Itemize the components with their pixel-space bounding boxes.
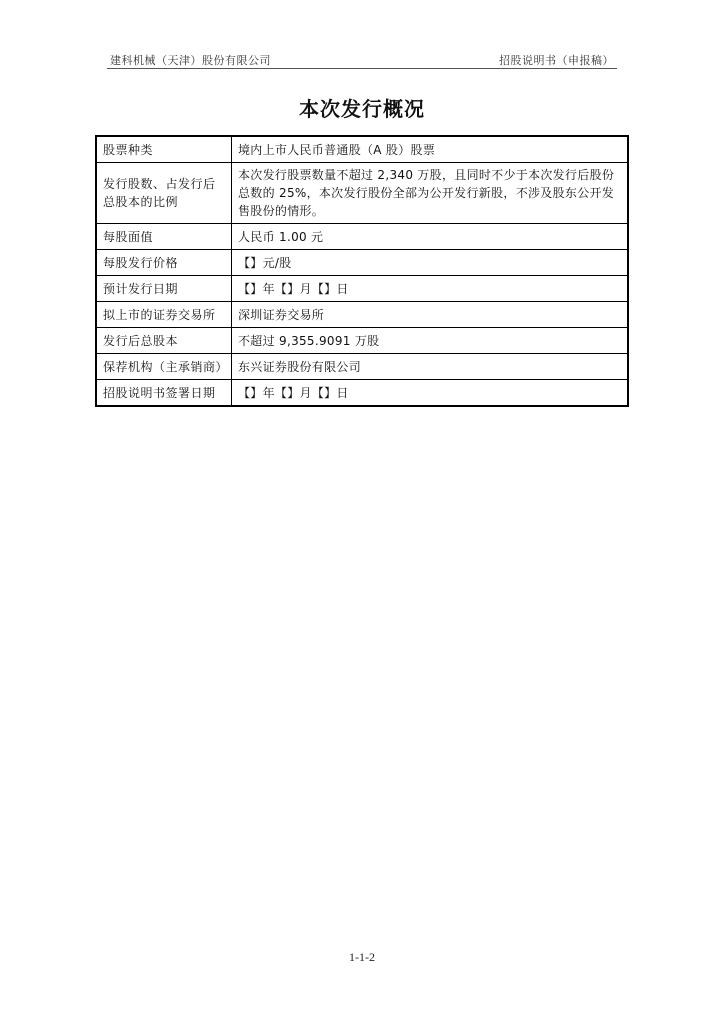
table-row-shares-issued [96,163,628,224]
row-value: 东兴证券股份有限公司 [232,354,629,380]
row-value: 本次发行股票数量不超过 2,340 万股，且同时不少于本次发行后股份总数的 25%，本次发行股份全部为公开发行新股，不涉及股东公开发售股份的情形。 [232,163,629,224]
table-row-sponsor [96,354,628,380]
table-row-signing-date [96,380,628,407]
page-header [107,52,617,68]
table-row-exchange [96,302,628,328]
row-value: 【】元/股 [232,250,629,276]
table-row-par-value [96,224,628,250]
row-label: 保荐机构（主承销商） [96,354,232,380]
row-value: 人民币 1.00 元 [232,224,629,250]
row-label: 每股面值 [96,224,232,250]
page-number: 1-1-2 [349,950,375,964]
table-row-total-shares [96,328,628,354]
row-label: 发行后总股本 [96,328,232,354]
table-row-issue-price [96,250,628,276]
table-row-issue-date [96,276,628,302]
row-value: 【】年【】月【】日 [232,276,629,302]
row-label: 发行股数、占发行后总股本的比例 [96,163,232,224]
header-document-type: 招股说明书（申报稿） [499,54,614,67]
header-divider [107,68,617,69]
header-company-name: 建科机械（天津）股份有限公司 [110,54,271,67]
row-value: 境内上市人民币普通股（A 股）股票 [232,136,629,163]
row-label: 招股说明书签署日期 [96,380,232,407]
table-row-stock-type [96,136,628,163]
row-value: 不超过 9,355.9091 万股 [232,328,629,354]
row-label: 预计发行日期 [96,276,232,302]
row-value: 深圳证券交易所 [232,302,629,328]
offering-summary-table [95,135,629,407]
row-value: 【】年【】月【】日 [232,380,629,407]
page-title: 本次发行概况 [299,97,425,121]
row-label: 股票种类 [96,136,232,163]
row-label: 每股发行价格 [96,250,232,276]
row-label: 拟上市的证券交易所 [96,302,232,328]
